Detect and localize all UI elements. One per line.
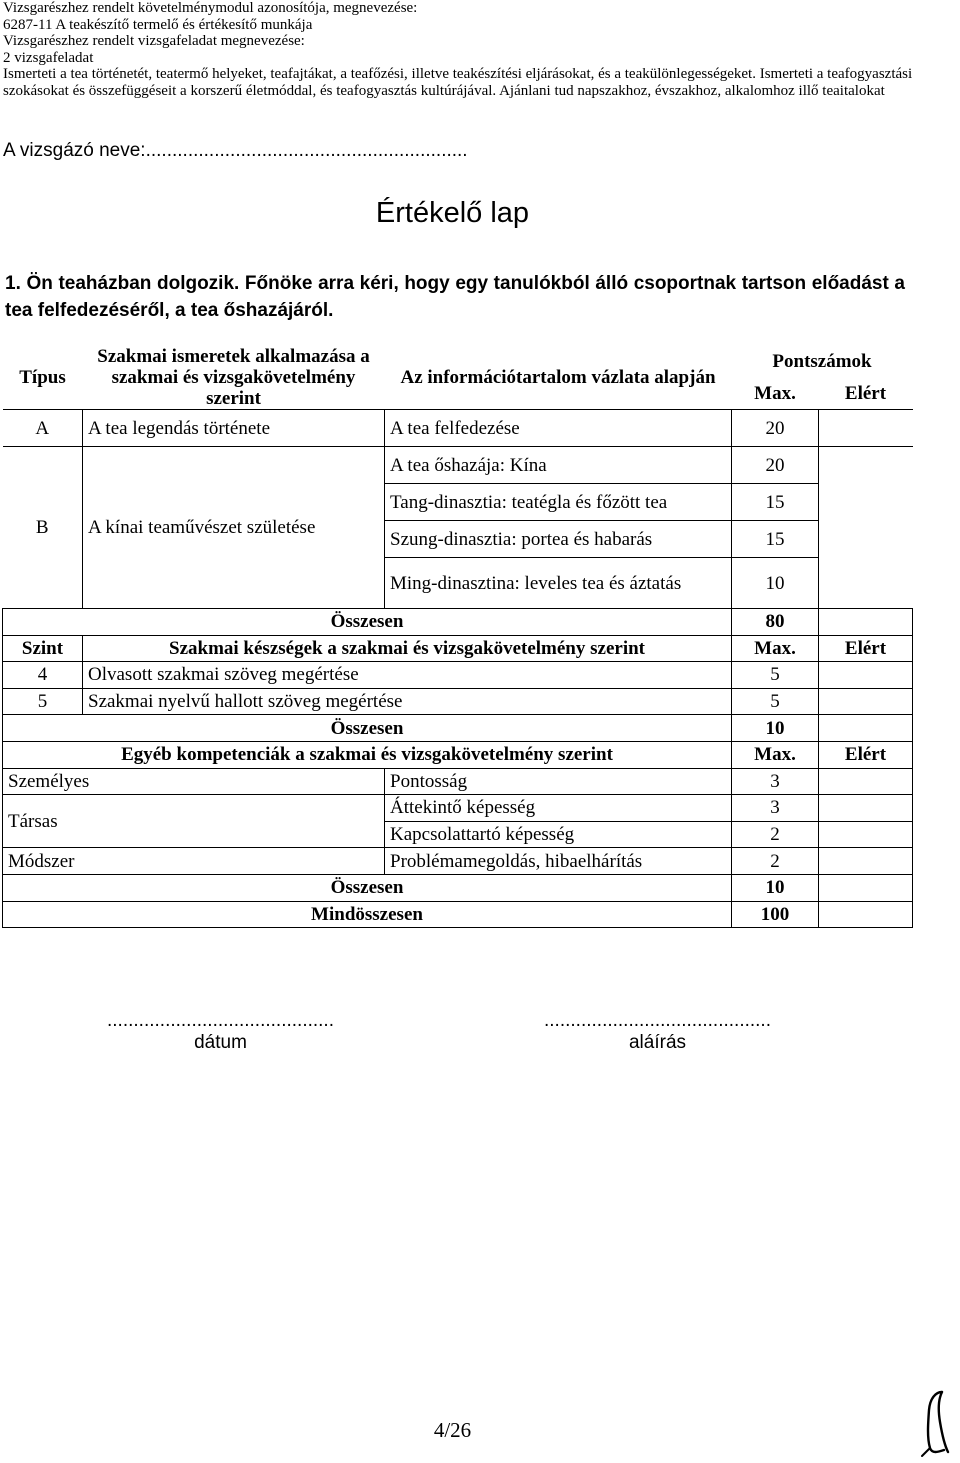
row-b-elert [819,447,913,484]
row-a-elert [819,410,913,447]
other-category: Módszer [3,848,385,875]
other-elert [819,768,913,795]
grand-total-elert [819,901,913,928]
task-description: 1. Ön teaházban dolgozik. Főnöke arra kéri, hogy egy tanulókból álló csoportnak tartson előadást a tea felfedezéséről, a tea őshazájáról. [5,273,905,321]
other-item: Áttekintő képesség [385,795,732,822]
header-elert: Elért [844,382,887,404]
row-a-topic: A tea legendás története [83,410,385,447]
other-item: Pontosság [385,768,732,795]
total-1-elert [819,609,913,636]
header-module-name: 6287-11 A teakészítő termelő és értékesítő munkája [3,16,313,33]
total-3-label: Összesen [3,874,732,901]
handwritten-initial [918,1388,958,1458]
other-item: Kapcsolattartó képesség [385,821,732,848]
row-b-item: Szung-dinasztia: portea és habarás [385,521,732,558]
row-b-item: A tea őshazája: Kína [385,447,732,484]
row-b-max: 15 [732,484,819,521]
skills-max-header: Max. [732,635,819,662]
row-b-max: 20 [732,447,819,484]
header-max: Max. [754,382,796,404]
total-2-label: Összesen [3,715,732,742]
other-category: Személyes [3,768,385,795]
other-title: Egyéb kompetenciák a szakmai és vizsgakövetelmény szerint [3,741,732,768]
total-3-elert [819,874,913,901]
row-b-max: 15 [732,521,819,558]
row-a-item: A tea felfedezése [385,410,732,447]
row-a-max: 20 [732,410,819,447]
grand-total-max: 100 [732,901,819,928]
row-b-elert [819,558,913,609]
skills-title: Szakmai készségek a szakmai és vizsgakövetelmény szerint [83,635,732,662]
other-category: Társas [3,795,385,848]
header-module-label: Vizsgarészhez rendelt követelménymodul azonosítója, megnevezése: [3,0,418,16]
total-1-label: Összesen [3,609,732,636]
row-b-topic: A kínai teaművészet születése [83,447,385,609]
total-1-max: 80 [732,609,819,636]
other-max: 2 [732,848,819,875]
grand-total-label: Mindösszesen [3,901,732,928]
header-task-name: 2 vizsgafeladat [3,49,94,66]
header-task-label: Vizsgarészhez rendelt vizsgafeladat megnevezése: [3,33,305,50]
other-max: 3 [732,768,819,795]
header-pontszamok: Pontszámok [772,351,872,373]
other-elert-header: Elért [819,741,913,768]
skill-max: 5 [732,688,819,715]
skill-level: 5 [3,688,83,715]
date-block [78,1010,363,1054]
row-b-elert [819,484,913,521]
skill-max: 5 [732,662,819,689]
skill-elert [819,662,913,689]
header-szakmai: Szakmai ismeretek alkalmazása a szakmai és vizsgakövetelmény szerint [97,346,370,409]
skill-text: Olvasott szakmai szöveg megértése [83,662,732,689]
row-b-item: Tang-dinasztia: teatégla és főzött tea [385,484,732,521]
row-b-type: B [3,447,83,609]
other-elert [819,821,913,848]
candidate-name-line: A vizsgázó neve:............................................................. [3,140,468,161]
total-2-elert [819,715,913,742]
other-max-header: Max. [732,741,819,768]
signature-dots: ........................................... [544,1010,771,1031]
header-info: Az információtartalom vázlata alapján [400,366,716,388]
skills-elert-header: Elért [819,635,913,662]
total-3-max: 10 [732,874,819,901]
signature-block [515,1010,800,1054]
date-dots: ........................................... [107,1010,334,1031]
row-b-elert [819,521,913,558]
header-tipus: Típus [19,367,66,388]
row-b-max: 10 [732,558,819,609]
document-header [3,0,953,100]
total-2-max: 10 [732,715,819,742]
header-description: Ismerteti a tea történetét, teatermő helyeket, teafajtákat, a teafőzési, illetve teakészítési eljárásokat, és a teakülönlegességeket. Ismerteti a teafogyasztási szokásokat és összefüggéseit a korszerű életmóddal, és teafogyasztás kultúrájával. Ajánlani tud napszakhoz, évszakhoz, alkalomhoz illő teaitalokat [3,66,913,99]
page-title: Értékelő lap [375,197,530,229]
other-elert [819,795,913,822]
evaluation-table [2,346,913,928]
row-a-type: A [3,410,83,447]
row-b-item: Ming-dinasztina: leveles tea és áztatás [385,558,732,609]
other-item: Problémamegoldás, hibaelhárítás [385,848,732,875]
skill-elert [819,688,913,715]
skill-level: 4 [3,662,83,689]
other-max: 2 [732,821,819,848]
skill-text: Szakmai nyelvű hallott szöveg megértése [83,688,732,715]
page-number: 4/26 [433,1418,472,1442]
skills-level-header: Szint [3,635,83,662]
other-elert [819,848,913,875]
other-max: 3 [732,795,819,822]
signature-label: aláírás [628,1032,687,1053]
date-label: dátum [194,1032,247,1053]
